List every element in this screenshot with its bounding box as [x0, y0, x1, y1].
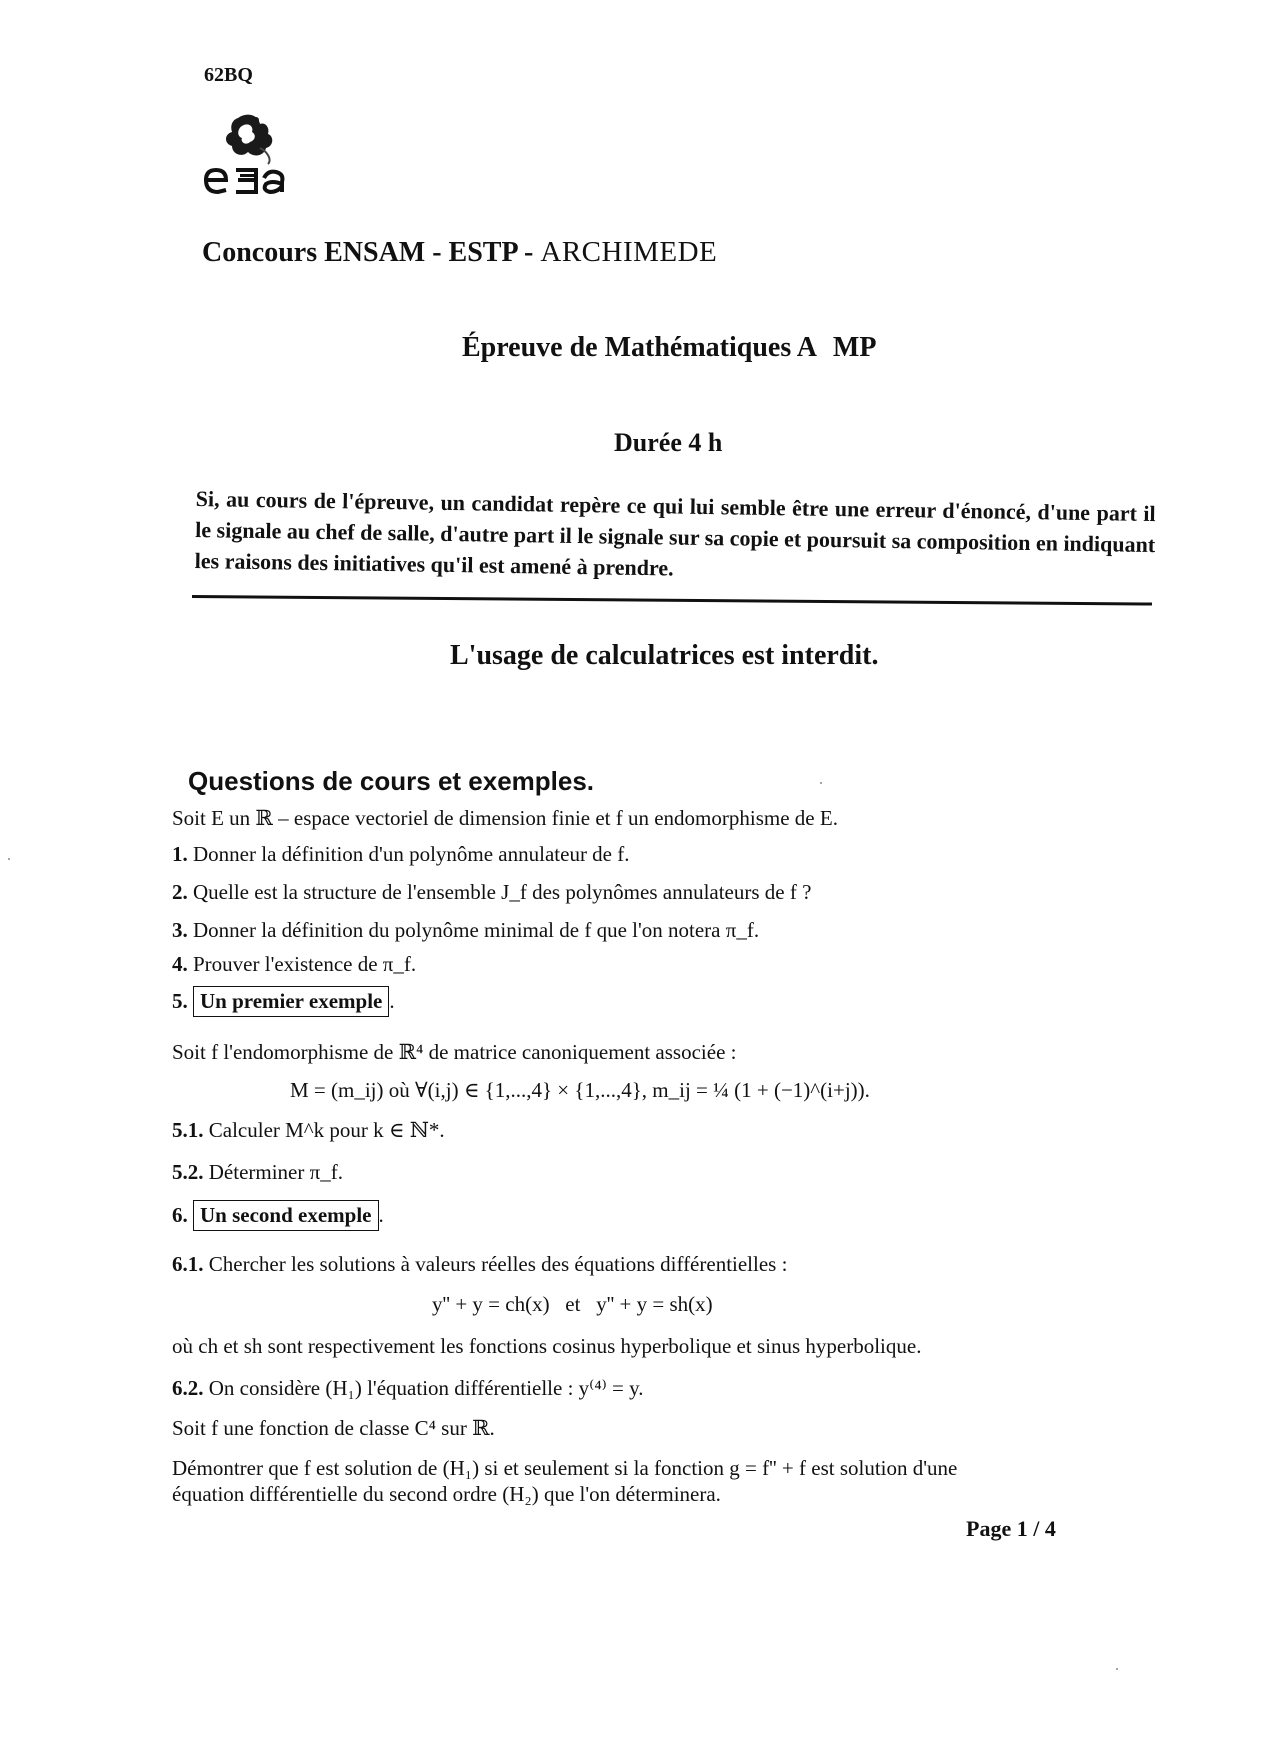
question-5-number: 5.: [172, 989, 188, 1013]
question-5-2: [172, 1160, 343, 1185]
question-6-boxed-title: Un second exemple: [193, 1200, 379, 1231]
section-title: Questions de cours et exemples.: [188, 766, 595, 796]
scan-speck: [8, 858, 10, 860]
document-code: 62BQ: [204, 64, 253, 86]
exam-duration: Durée 4 h: [614, 428, 723, 457]
question-6-1: [172, 1252, 787, 1277]
e3a-logo: [198, 108, 308, 204]
calculator-notice: L'usage de calculatrices est interdit.: [450, 640, 879, 671]
hyperbolic-note: où ch et sh sont respectivement les fonctions cosinus hyperbolique et sinus hyperbolique.: [172, 1334, 922, 1358]
scan-speck: [820, 782, 822, 784]
matrix-formula: M = (m_ij) où ∀(i,j) ∈ {1,...,4} × {1,...,4}, m_ij = ¼ (1 + (−1)^(i+j)).: [290, 1078, 870, 1102]
error-notice: Si, au cours de l'épreuve, un candidat repère ce qui lui semble être une erreur d'énoncé, d'une part il le signale au chef de salle, d'autre part il le signale sur sa copie et poursuit sa composition en indiquant les raisons des initiatives qu'il est amené à prendre.: [194, 485, 1156, 581]
question-4-number: 4.: [172, 952, 188, 976]
question-5-1-text: Calculer M^k pour k ∈ ℕ*.: [208, 1118, 445, 1142]
divider-rule: [192, 595, 1152, 606]
question-6-number: 6.: [172, 1203, 188, 1227]
question-5-2-text: Déterminer π_f.: [208, 1160, 343, 1184]
contest-schools: Concours ENSAM - ESTP -: [202, 237, 534, 268]
exam-title: [462, 332, 876, 364]
question-6: 6. Un second exemple .: [172, 1200, 384, 1231]
question-2: [172, 880, 811, 905]
question-6-1-number: 6.1.: [172, 1252, 204, 1276]
question-5-1: [172, 1118, 445, 1143]
question-6-2: [172, 1376, 644, 1401]
question-5-2-number: 5.2.: [172, 1160, 204, 1184]
exam-subject: Épreuve de Mathématiques A: [462, 332, 817, 363]
question-5-intro: Soit f l'endomorphisme de ℝ⁴ de matrice canoniquement associée :: [172, 1040, 737, 1064]
question-5-boxed-title: Un premier exemple: [193, 986, 389, 1017]
page-number: Page 1 / 4: [966, 1516, 1056, 1541]
question-6-2-line-4: équation différentielle du second ordre (H₂) que l'on déterminera.: [172, 1482, 721, 1506]
question-5: 5. Un premier exemple .: [172, 986, 395, 1017]
section-intro: Soit E un ℝ – espace vectoriel de dimension finie et f un endomorphisme de E.: [172, 806, 838, 830]
question-6-2-number: 6.2.: [172, 1376, 204, 1400]
question-4: [172, 952, 416, 977]
contest-name: [202, 236, 717, 269]
question-2-text: Quelle est la structure de l'ensemble J_f des polynômes annulateurs de f ?: [193, 880, 812, 904]
exam-track: MP: [832, 332, 877, 363]
question-3-text: Donner la définition du polynôme minimal de f que l'on notera π_f.: [193, 918, 760, 942]
question-3: [172, 918, 759, 943]
question-6-2-line-2: Soit f une fonction de classe C⁴ sur ℝ.: [172, 1416, 495, 1440]
question-1-text: Donner la définition d'un polynôme annulateur de f.: [193, 842, 630, 866]
question-1: [172, 842, 630, 867]
question-2-number: 2.: [172, 880, 188, 904]
question-4-text: Prouver l'existence de π_f.: [193, 952, 417, 976]
contest-archimede: ARCHIMEDE: [540, 236, 718, 268]
question-1-number: 1.: [172, 842, 188, 866]
differential-equations: y'' + y = ch(x) et y'' + y = sh(x): [432, 1292, 713, 1316]
question-6-2-line-3: Démontrer que f est solution de (H₁) si et seulement si la fonction g = f'' + f est solution d'une: [172, 1456, 958, 1480]
question-3-number: 3.: [172, 918, 188, 942]
question-6-1-text: Chercher les solutions à valeurs réelles des équations différentielles :: [208, 1252, 788, 1276]
scan-speck: [1116, 1668, 1118, 1670]
question-5-1-number: 5.1.: [172, 1118, 204, 1142]
question-6-2-text: On considère (H₁) l'équation différentielle : y⁽⁴⁾ = y.: [208, 1376, 644, 1400]
e3a-logo-icon: [198, 108, 308, 204]
